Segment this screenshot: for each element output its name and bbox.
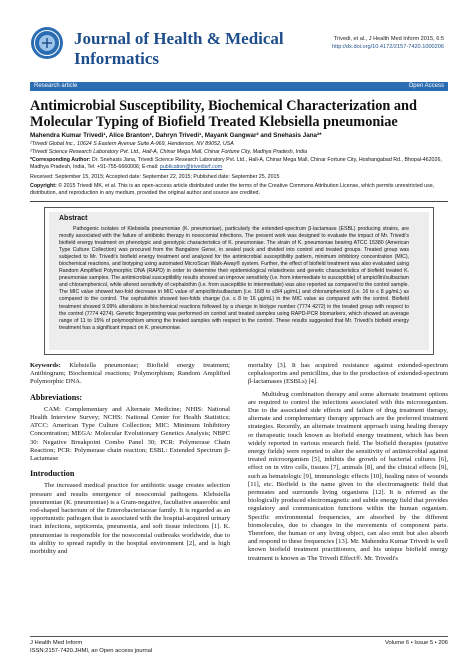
footer-volume: Volume 6 • Issue 5 • 206 — [384, 640, 448, 646]
corresponding-author — [30, 157, 450, 171]
footer-left — [30, 640, 152, 655]
keywords — [30, 362, 230, 387]
right-column — [248, 362, 448, 567]
journal-title: Journal of Health & Medical Informatics — [74, 29, 284, 68]
copyright-label: Copyright: — [30, 183, 57, 189]
abstract-panel — [49, 212, 429, 350]
author-list: Mahendra Kumar Trivedi¹, Alice Branton¹, Dahryn Trivedi¹, Mayank Gangwar² and Snehasis Jana²* — [30, 132, 322, 139]
copyright-block — [30, 183, 450, 197]
affiliation-2: ²Trivedi Science Research Laboratory Pvt. Ltd., Hall-A, Chinar Mega Mall, Chinar Fortune City, Madhya Pradesh, India — [30, 149, 308, 155]
abbreviations-heading: Abbreviations: — [30, 392, 83, 402]
abstract-box — [44, 207, 434, 355]
open-access-label: Open Access — [408, 83, 444, 89]
corresponding-author-text: Dr. Snehasis Jana, Trivedi Science Research Laboratory Pvt. Ltd., Hall-A, Chinar Mega Mall, Chinar Fortune City, Hoshangabad Rd., Bhopal-462026, Madhya Pradesh, India, Tel: +91-755-6660006; E-mail: — [30, 157, 442, 171]
journal-logo-icon — [30, 26, 64, 60]
footer-divider — [30, 636, 448, 637]
footer-journal: J Health Med Inform — [30, 640, 83, 646]
article-type-label: Research article — [34, 83, 78, 89]
dates-line: Received: September 15, 2015; Accepted date: September 22, 2015; Published date: September 25, 2015 — [30, 174, 280, 180]
citation-block — [332, 36, 444, 51]
body-paragraph-2: Multidrug combination therapy and some alternate treatment options are required to control the infections associated with this microorganism. Due to the associated side effects and failure of drug treatment therapy, alternate and complementary therapy approach are the preferred treatment strategies. Recently, an alternate treatment approach using healing therapy or therapeutic touch known as biofield energy treatment, which has been widely reported in various research field. The biofield therapies (putative energy fields) were reported to alter the sensitivity of antimicrobial against treated microorganism [5], inhibits the growth of bacterial cultures [6], effect on in vitro cells, tissues [7], animals [8], and the clinical effects [9], such as hematologic [9], immunologic effects [10], healing rates of wounds [11], etc. Biofield is the name given to the electromagnetic field that permeates and surrounds living organisms [12]. It is referred as the biologically produced electromagnetic and subtle energy field that provides regulatory and communication functions within the human organism. Specific environmental frequencies, are absorbed by the different biomolecules, due to changes in the movements of component parts. Therefore, the human or any living object, can also emit but also absorb and respond to these frequencies [13]. Mr. Mahendra Kumar Trivedi is well known biofield treatment practitioners, and his unique biofield energy treatment is known as The Trivedi Effect®. Mr. Trivedi's — [248, 390, 448, 562]
article-title: Antimicrobial Susceptibility, Biochemical Characterization and Molecular Typing of Biofield Treated Klebsiella pneumoniae — [30, 98, 417, 130]
keywords-text: Klebsiella pneumoniae; Biofield energy treatment; Antibiogram; Biochemical reactions; Polymorphism; Random Amplified Polymorphic DNA. — [30, 362, 230, 386]
affiliation-1: ¹Trivedi Global Inc., 10624 S Eastern Avenue Suite A-969, Henderson, NV 89052, USA — [30, 141, 234, 147]
article-type-bar — [30, 82, 448, 91]
doi-link[interactable]: http://dx.doi.org/10.4172/2157-7420.1000206 — [332, 43, 444, 50]
left-column — [30, 362, 230, 560]
footer-issn: ISSN:2157-7420.JHMI, an Open access journal — [30, 647, 153, 654]
corresponding-email-link[interactable]: publication@trivedisrf.com — [159, 164, 223, 171]
abstract-text: Pathogenic isolates of Klebsiella pneumoniae (K. pneumoniae), particularly the extended-spectrum β-lactamase (ESBL) producing strains, are mostly associated with the failure of antibiotic therapy in nosocomial infections. The present work was designed to evaluate the impact of Mr. Trivedi's biofield energy treatment on phenotypic and genotypic characteristics of K. pneumoniae. The strain of K. pneumoniae bearing ATCC 15380 (American Type Culture Collection) was procured from the Bangalore Genei, in sealed pack and divided into control and treated groups. Treated group was subjected to Mr. Trivedi's biofield energy treatment and analyzed for the antimicrobial susceptibility pattern, minimum inhibitory concentration (MIC), biochemical reactions, and biotyping using automated MicroScan Walk-Away® system. Further, the effect of biofield treatment was also evaluated using Random Amplified Polymorphic DNA (RAPD) in order to determine their epidemiological relatedness and genetic characteristics of biofield treated K. pneumoniae samples. The antimicrobial susceptibility results showed an improve sensitivity (i.e. from intermediate to susceptible) of ampicillin/sulbactam and chloramphenicol, while altered sensitivity of cephalothin (i.e. from susceptible to intermediate) was also reported as compared to the control sample. The MIC value showed two-fold decrease in MIC value of ampicillin/sulbactam (i.e. 16/8 to ≤8/4 μg/mL) and chloramphenicol (i.e. 16 to ≤ 8 μg/mL) as compared to the control. The cephalothin showed two-folds change (i.e. ≤ 8 to 16 μg/mL) in the MIC value as compared with the control. Biofield treatment showed 9.09% alterations in biochemical reactions followed by a change in biotype number (7774 4272) in the treated group with respect to the control (7774 4274). Genetic fingerprinting was performed on control and treated samples using RAPD-PCR biomarkers, which showed an average range of 11 to 15% of polymorphism among the treated samples with respect to the control. These results suggested that Mr. Trivedi's biofield energy treatment has a significant impact on K. pneumoniae. — [59, 226, 409, 331]
journal-header — [0, 0, 474, 82]
copyright-text: © 2015 Trivedi MK, et al. This is an open-access article distributed under the terms of the Creative Commons Attribution License, which permits unrestricted use, distribution, and reproduction in any medium, provided the original author and source are credited. — [30, 183, 435, 197]
corresponding-author-label: *Corresponding Author: — [30, 157, 91, 163]
body-paragraph-1: mortality [3]. It has acquired resistance against extended-spectrum cephalosporins and penicillins, due to the production of extended-spectrum β-lactamases (ESBLs) [4]. — [248, 362, 448, 386]
abstract-heading: Abstract — [59, 215, 88, 222]
abbreviations-text: CAM: Complementary and Alternate Medicine; NHIS: National Health Interview Survey; NCHS: National Center for Health Statistics; ATCC: American Type Culture Collection; MIC: Minimum Inhibitory Concentration; MEGA: Molecular Evolutionary Genetics Analysis; NBPC 30: Negative Breakpoint Combo Panel 30; PCR: Polymerase Chain Reaction; PCR: Polymerase chain reaction; ESBL: Extended Spectrum β-Lactamase — [30, 405, 230, 463]
divider — [30, 201, 448, 202]
introduction-text: The increased medical practice for antibiotic usage creates selection pressure and results emergence of nosocomial pathogens. Klebsiella pneumoniae (K. pneumoniae) is a Gram-negative, facultative anaerobic and rod-shaped bacterium of the Enterobacteriaceae family. It is regarded as an opportunistic pathogen that is associated with the hospital-acquired urinary tract infections, septicemia, pneumonia, and soft tissue infections [1]. K. pneumoniae is responsible for the nosocomial outbreaks worldwide, due to its ability to spread rapidly in the hospital environment [2], and is high morbidity and — [30, 482, 230, 556]
keywords-label: Keywords: — [30, 362, 61, 369]
introduction-heading: Introduction — [30, 469, 75, 479]
citation-line: Trivedi, et al., J Health Med Inform 2015, 6:5 — [333, 36, 444, 42]
